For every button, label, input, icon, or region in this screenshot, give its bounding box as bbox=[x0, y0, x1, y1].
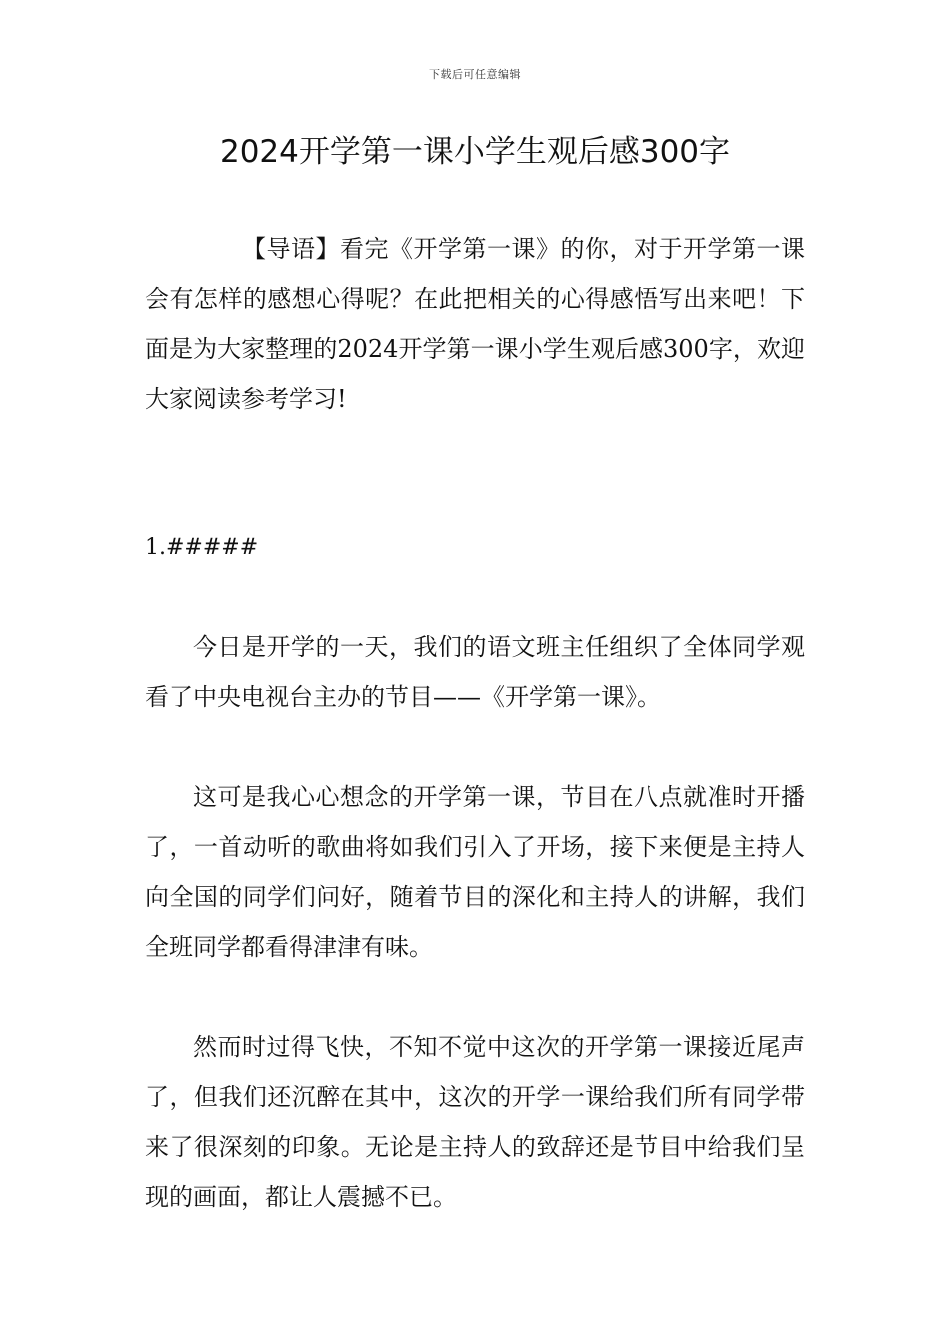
intro-paragraph: 【导语】看完《开学第一课》的你，对于开学第一课会有怎样的感想心得呢？在此把相关的心得感悟写出来吧！下面是为大家整理的2024开学第一课小学生观后感300字，欢迎大家阅读参考学习! bbox=[145, 235, 805, 413]
section-heading: 1.##### bbox=[145, 535, 259, 560]
document-title: 2024开学第一课小学生观后感300字 bbox=[219, 134, 731, 170]
body-paragraph-1: 今日是开学的一天，我们的语文班主任组织了全体同学观看了中央电视台主办的节目——《开学第一课》。 bbox=[145, 633, 805, 711]
body-paragraph-2: 这可是我心心想念的开学第一课，节目在八点就准时开播了，一首动听的歌曲将如我们引入了开场，接下来便是主持人向全国的同学们问好，随着节目的深化和主持人的讲解，我们全班同学都看得津津有味。 bbox=[145, 783, 805, 961]
header-note: 下载后可任意编辑 bbox=[429, 68, 521, 81]
body-paragraph-3: 然而时过得飞快，不知不觉中这次的开学第一课接近尾声了，但我们还沉醉在其中，这次的开学一课给我们所有同学带来了很深刻的印象。无论是主持人的致辞还是节目中给我们呈现的画面，都让人震撼不已。 bbox=[145, 1033, 805, 1211]
